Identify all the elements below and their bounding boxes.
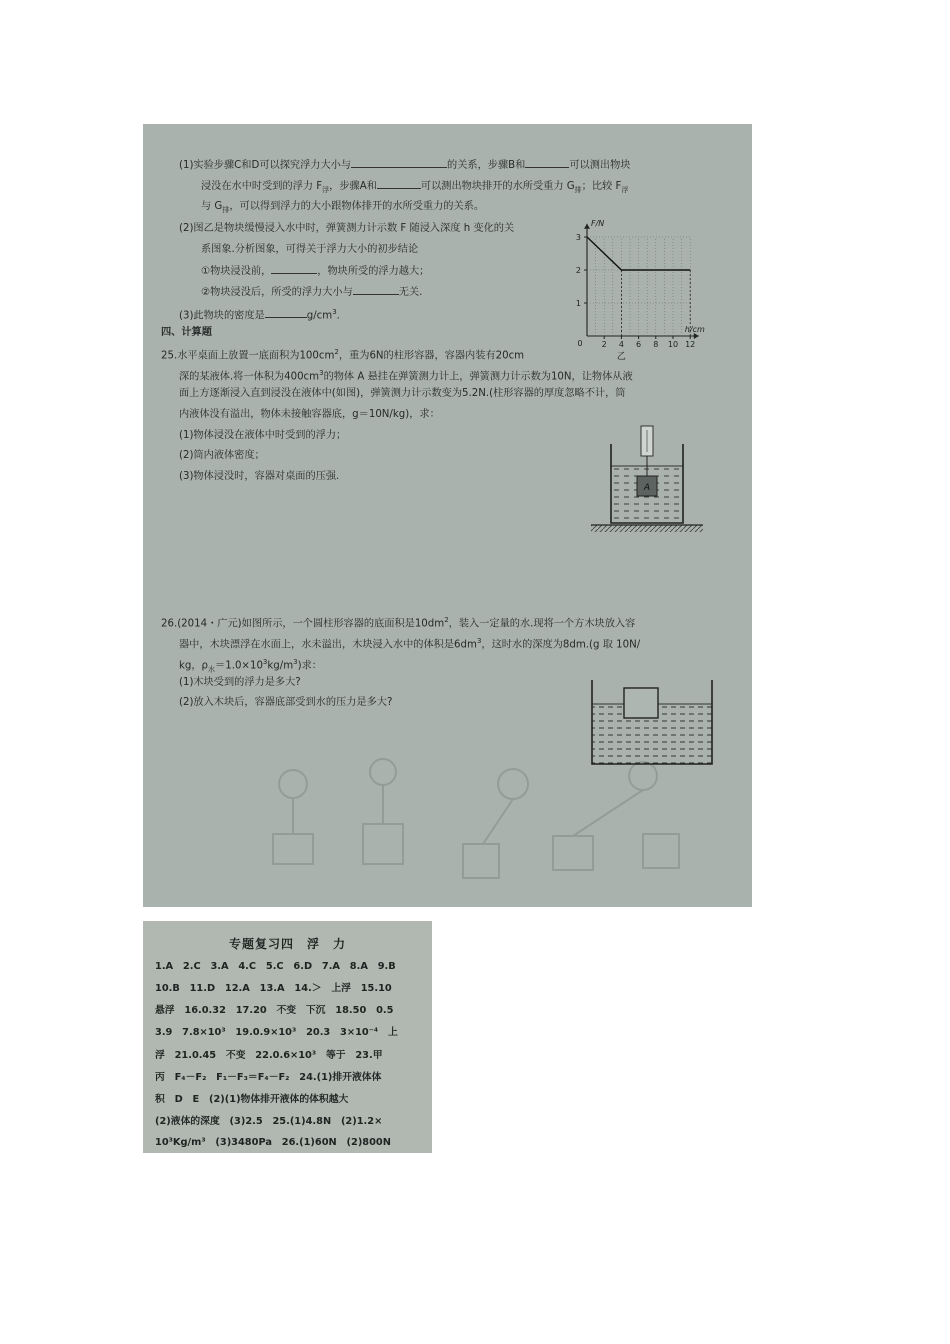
q25-line-5: (1)物体浸没在液体中时受到的浮力； (179, 430, 347, 441)
answer-blank (265, 308, 307, 318)
q26-line-4: (1)木块受到的浮力是多大? (179, 677, 301, 688)
y-tick-label: 1 (575, 299, 581, 308)
y-tick-label: 3 (575, 233, 581, 242)
x-tick-label: 10 (667, 340, 679, 349)
q24-line-8: (3)此物块的密度是 $g/cm^3$. (179, 308, 340, 322)
section-heading: 四、计算题 (161, 327, 212, 338)
answer-line: 丙 F₄－F₂ F₁－F₃＝F₄－F₂ 24.(1)排开液体体 (155, 1072, 382, 1083)
q24-line-5: 系图象.分析图象，可得关于浮力大小的初步结论 (201, 244, 419, 255)
answer-line: 悬浮 16.0.32 17.20 不变 下沉 18.50 0.5 (155, 1005, 394, 1016)
y-axis-label: F/N (591, 218, 605, 228)
y-tick-label: 2 (575, 266, 581, 275)
q24-line-7: ②物块浸没后，所受的浮力大小与 无关. (201, 287, 423, 298)
container-block-figure (583, 424, 711, 536)
q25-line-6: (2)筒内液体密度； (179, 450, 265, 461)
origin-label: 0 (577, 339, 583, 348)
y-axis-arrow (584, 224, 590, 229)
x-tick-label: 2 (601, 340, 607, 349)
svg-text:A: A (643, 483, 651, 493)
x-tick-label: 4 (618, 340, 624, 349)
answer-key-photo (143, 921, 432, 1153)
answer-line: 3.9 7.8×10³ 19.0.9×10³ 20.3 3×10⁻⁴ 上 (155, 1027, 398, 1038)
answer-line: 积 D E (2)(1)物体排开液体的体积越大 (155, 1094, 349, 1105)
q24-line-6: ①物块浸没前， ，物块所受的浮力越大； (201, 266, 430, 277)
q24-line-1: (1)实验步骤C和D可以探究浮力大小与 的关系，步骤B和 可以测出物块 (179, 160, 631, 171)
q25-line-3: 面上方逐渐浸入直到浸没在液体中(如图)，弹簧测力计示数变为5.2N.(柱形容器的厚度忽略不计，筒 (179, 388, 626, 399)
answer-blank (351, 158, 447, 168)
graph-caption: 乙 (616, 352, 626, 362)
reverse-page-show-through (163, 724, 723, 904)
answer-blank (525, 158, 569, 168)
q25-line-2: 深的某液体.将一体积为$400cm^3$的物体 A 悬挂在弹簧测力计上，弹簧测力计示数为10N，让物体从液 (179, 369, 633, 383)
x-tick-label: 12 (685, 340, 696, 349)
x-tick-label: 8 (653, 340, 659, 349)
answer-line: 1.A 2.C 3.A 4.C 5.C 6.D 7.A 8.A 9.B (155, 961, 396, 972)
q26-line-5: (2)放入木块后，容器底部受到水的压力是多大? (179, 697, 393, 708)
q25-line-7: (3)物体浸没时，容器对桌面的压强. (179, 471, 340, 482)
force-depth-graph (565, 214, 725, 364)
q24-line-4: (2)图乙是物块缓慢浸入水中时，弹簧测力计示数 F 随浸入深度 h 变化的关 (179, 223, 515, 234)
worksheet-photo (143, 124, 752, 907)
q26-line-2: 器中，木块漂浮在水面上，水未溢出，木块浸入水中的体积是$6dm^3$，这时水的深度为8dm.(g 取 10N/ (179, 637, 641, 651)
answer-blank (377, 179, 421, 189)
x-tick-label: 6 (636, 340, 642, 349)
answer-key-title: 专题复习四 浮 力 (228, 937, 346, 951)
answer-line: 10³Kg/m³ (3)3480Pa 26.(1)60N (2)800N (155, 1137, 391, 1148)
q26-line-3: kg，$\rho_水=1.0\times 10^3kg/m^3$)求： (179, 658, 322, 674)
q24-line-2: 浸没在水中时受到的浮力 $F_浮$，步骤A和 可以测出物块排开的水所受重力 $G_排$；比较 $F_浮$ (201, 181, 629, 195)
wooden-block (624, 688, 658, 718)
answer-line: (2)液体的深度 (3)2.5 25.(1)4.8N (2)1.2× (155, 1116, 383, 1127)
answer-line: 浮 21.0.45 不变 22.0.6×10³ 等于 23.甲 (155, 1050, 383, 1061)
x-axis-label: h/cm (684, 325, 705, 334)
q26-line-1: 26.(2014・广元)如图所示，一个圆柱形容器的底面积是$10dm^2$，装入一定量的水.现将一个方木块放入容 (161, 616, 636, 630)
answer-blank (353, 285, 399, 295)
q25-line-4: 内液体没有溢出，物体未接触容器底，g＝10N/kg)，求： (179, 409, 440, 420)
series-line (587, 237, 690, 270)
q24-line-3: 与 $G_排$，可以得到浮力的大小跟物体排开的水所受重力的关系。 (201, 201, 485, 215)
answer-blank (271, 264, 317, 274)
answer-line: 10.B 11.D 12.A 13.A 14.＞ 上浮 15.10 (155, 983, 392, 994)
q25-line-1: 25.水平桌面上放置一底面积为$100cm^2$，重为6N的柱形容器，容器内装有20cm (161, 348, 525, 362)
